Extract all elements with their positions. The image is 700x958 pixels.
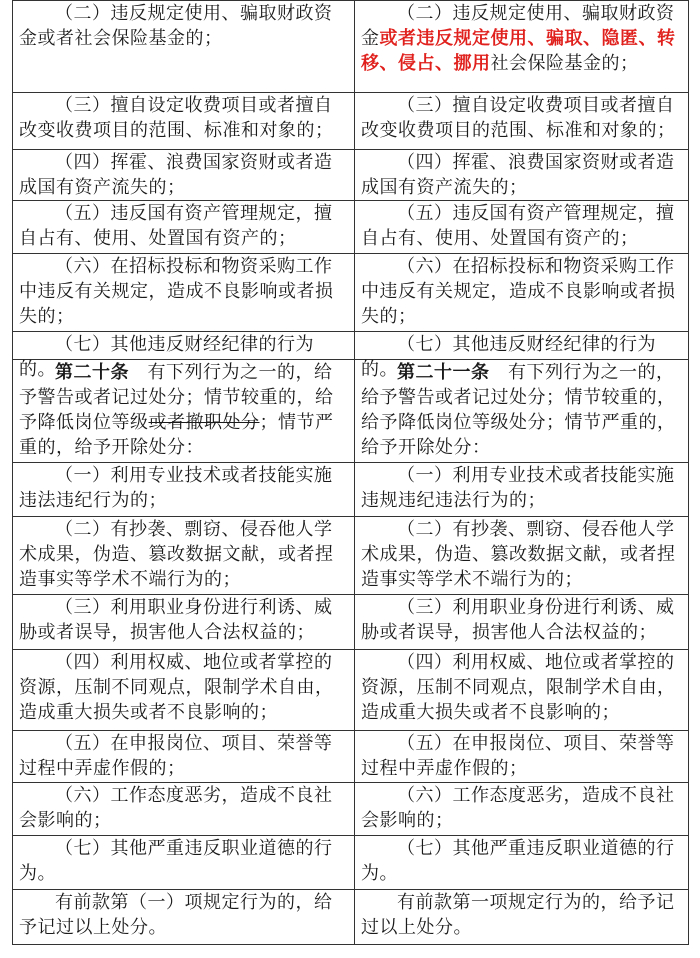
clause-text: （三）擅自设定收费项目或者擅自改变收费项目的范围、标准和对象的； <box>361 95 676 141</box>
clause-text: 有下列行为之一的，给予警告或者记过处分；情节较重的，给予降低岗位等级 <box>19 362 334 433</box>
original-clause-text <box>19 890 348 940</box>
revised-clause-cell <box>355 783 689 836</box>
revised-clause-text <box>361 463 682 513</box>
revised-clause-cell <box>355 93 689 150</box>
revised-clause-text <box>361 201 682 251</box>
revised-clause-cell <box>355 836 689 890</box>
revised-clause-cell <box>355 463 689 517</box>
clause-text: （二）有抄袭、剽窃、侵吞他人学术成果，伪造、篡改数据文献，或者捏造事实等学术不端行为的； <box>19 519 334 590</box>
original-clause-cell <box>13 650 355 731</box>
clause-text: 社会保险基金的； <box>490 53 639 74</box>
original-clause-text <box>19 783 348 833</box>
clause-text: （二）有抄袭、剽窃、侵吞他人学术成果，伪造、篡改数据文献，或者捏造事实等学术不端行为的； <box>361 519 676 590</box>
original-clause-text <box>19 595 348 645</box>
clause-text: ；情节严重的，给予开除处分： <box>19 412 334 458</box>
clause-row <box>13 332 689 360</box>
original-clause-cell <box>13 150 355 201</box>
revised-clause-cell <box>355 254 689 332</box>
original-clause-cell <box>13 783 355 836</box>
revised-clause-text <box>361 254 682 329</box>
revised-clause-cell <box>355 201 689 254</box>
revised-clause-cell <box>355 1 689 93</box>
clause-text: （五）违反国有资产管理规定，擅自占有、使用、处置国有资产的； <box>361 203 675 249</box>
clause-row <box>13 783 689 836</box>
revised-clause-text <box>361 360 682 460</box>
original-clause-text <box>19 150 348 200</box>
clause-text: （二）违反规定使用、骗取财政资金或者社会保险基金的； <box>19 3 333 49</box>
clause-row <box>13 650 689 731</box>
original-clause-text <box>19 254 348 329</box>
original-clause-text <box>19 650 348 725</box>
original-clause-cell <box>13 254 355 332</box>
clause-text: （六）工作态度恶劣，造成不良社会影响的； <box>361 785 675 831</box>
clause-text: （六）在招标投标和物资采购工作中违反有关规定，造成不良影响或者损失的； <box>361 256 676 327</box>
clause-row <box>13 201 689 254</box>
revised-clause-text <box>361 93 682 143</box>
clause-text: （五）在申报岗位、项目、荣誉等过程中弄虚作假的； <box>361 733 675 779</box>
deleted-text: 或者撤职处分 <box>148 412 260 433</box>
original-clause-cell <box>13 93 355 150</box>
clause-text: 有下列行为之一的，给予警告或者记过处分；情节较重的，给予降低岗位等级处分；情节严重的，给予开除处分： <box>361 362 676 458</box>
comparison-table-body <box>13 1 689 945</box>
original-clause-cell <box>13 836 355 890</box>
article-number: 第二十条 <box>55 362 129 383</box>
original-clause-cell <box>13 517 355 595</box>
clause-text: （五）违反国有资产管理规定，擅自占有、使用、处置国有资产的； <box>19 203 333 249</box>
original-clause-text <box>19 201 348 251</box>
original-clause-cell <box>13 1 355 93</box>
revised-clause-text <box>361 836 682 886</box>
original-clause-cell <box>13 890 355 945</box>
clause-text: （一）利用专业技术或者技能实施违规违纪违法行为的； <box>361 465 675 511</box>
clause-text: （六）工作态度恶劣，造成不良社会影响的； <box>19 785 333 831</box>
added-text: 或者违反规定使用、骗取、隐匿、转移、侵占、挪用 <box>361 28 676 74</box>
revised-clause-cell <box>355 650 689 731</box>
clause-row <box>13 595 689 650</box>
revised-clause-text <box>361 650 682 725</box>
original-clause-text <box>19 731 348 781</box>
clause-text: 有前款第（一）项规定行为的，给予记过以上处分。 <box>19 892 333 938</box>
clause-row <box>13 836 689 890</box>
article-number: 第二十一条 <box>397 362 490 383</box>
revised-clause-text <box>361 890 682 940</box>
clause-text: （三）利用职业身份进行利诱、威胁或者误导，损害他人合法权益的； <box>19 597 333 643</box>
original-clause-text <box>19 1 348 51</box>
revised-clause-cell <box>355 517 689 595</box>
revised-clause-cell <box>355 360 689 463</box>
clause-row <box>13 93 689 150</box>
clause-row <box>13 890 689 945</box>
clause-text: （四）挥霍、浪费国家资财或者造成国有资产流失的； <box>19 152 333 198</box>
clause-text: （四）利用权威、地位或者掌控的资源，压制不同观点，限制学术自由，造成重大损失或者不良影响的； <box>361 652 676 723</box>
revised-clause-cell <box>355 150 689 201</box>
original-clause-cell <box>13 731 355 783</box>
clause-text: （七）其他违反财经纪律的行为的。 <box>19 334 314 380</box>
revised-clause-text <box>361 731 682 781</box>
original-clause-cell <box>13 463 355 517</box>
original-clause-text <box>19 93 348 143</box>
revised-clause-cell <box>355 731 689 783</box>
clause-text: （六）在招标投标和物资采购工作中违反有关规定，造成不良影响或者损失的； <box>19 256 334 327</box>
clause-row <box>13 517 689 595</box>
revised-clause-text <box>361 783 682 833</box>
original-clause-text <box>19 360 348 460</box>
clause-text: （三）擅自设定收费项目或者擅自改变收费项目的范围、标准和对象的； <box>19 95 334 141</box>
clause-row <box>13 731 689 783</box>
clause-row <box>13 150 689 201</box>
revised-clause-text <box>361 1 682 76</box>
clause-text: （三）利用职业身份进行利诱、威胁或者误导，损害他人合法权益的； <box>361 597 675 643</box>
original-clause-cell <box>13 360 355 463</box>
original-clause-text <box>19 463 348 513</box>
revised-clause-text <box>361 595 682 645</box>
revised-clause-cell <box>355 890 689 945</box>
clause-text: （七）其他违反财经纪律的行为的。 <box>361 334 656 380</box>
clause-row <box>13 254 689 332</box>
original-clause-cell <box>13 201 355 254</box>
revised-clause-cell <box>355 595 689 650</box>
original-clause-text <box>19 836 348 886</box>
clause-text: （四）利用权威、地位或者掌控的资源，压制不同观点，限制学术自由，造成重大损失或者不良影响的； <box>19 652 334 723</box>
original-clause-text <box>19 517 348 592</box>
revised-clause-text <box>361 150 682 200</box>
original-clause-cell <box>13 595 355 650</box>
clause-text: （七）其他严重违反职业道德的行为。 <box>361 838 675 884</box>
clause-text: 有前款第一项规定行为的，给予记过以上处分。 <box>361 892 675 938</box>
comparison-table <box>12 0 689 945</box>
clause-text: （一）利用专业技术或者技能实施违法违纪行为的； <box>19 465 333 511</box>
clause-row <box>13 360 689 463</box>
clause-text: （四）挥霍、浪费国家资财或者造成国有资产流失的； <box>361 152 675 198</box>
clause-text: （二）违反规定使用、骗取财政资金 <box>361 3 675 49</box>
revised-clause-text <box>361 517 682 592</box>
clause-row <box>13 463 689 517</box>
clause-text: （五）在申报岗位、项目、荣誉等过程中弄虚作假的； <box>19 733 333 779</box>
clause-row <box>13 1 689 93</box>
clause-text: （七）其他严重违反职业道德的行为。 <box>19 838 333 884</box>
